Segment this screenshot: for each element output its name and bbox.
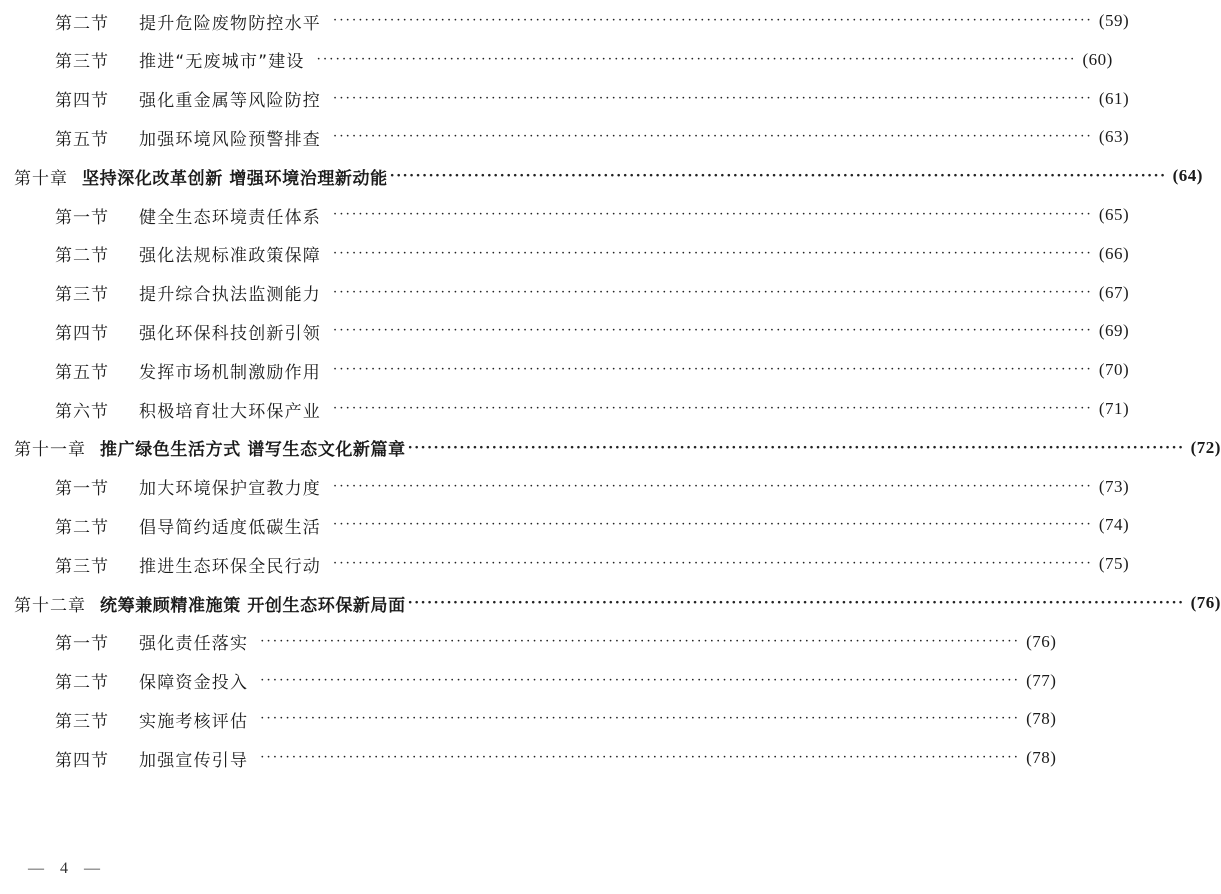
toc-entry-title: 强化责任落实 (139, 634, 249, 655)
toc-entry-number: 第二节 (55, 246, 109, 267)
toc-section-entry[interactable] (55, 316, 1130, 346)
toc-entry-page: (78) (1026, 748, 1057, 768)
toc-dot-leader: ························································································································ (333, 245, 1093, 261)
toc-dot-leader: ························································································································ (333, 517, 1093, 533)
toc-entry-page: (74) (1098, 515, 1130, 535)
page-number-footer: — 4 — (28, 860, 106, 877)
toc-entry-number: 第二节 (55, 13, 109, 34)
toc-chapter-entry[interactable] (14, 588, 1221, 618)
toc-dot-leader: ························································································································ (333, 362, 1093, 378)
toc-entry-page: (72) (1190, 437, 1221, 457)
toc-entry-page: (60) (1082, 49, 1113, 69)
toc-dot-leader: ························································································································ (333, 401, 1093, 416)
toc-entry-page: (64) (1172, 166, 1203, 186)
toc-entry-title: 推广绿色生活方式 谱写生态文化新篇章 (100, 440, 406, 461)
toc-dot-leader: ························································································································ (333, 478, 1093, 494)
toc-entry-page: (78) (1026, 709, 1057, 729)
toc-entry-title: 统筹兼顾精准施策 开创生态环保新局面 (100, 595, 406, 616)
toc-entry-page: (63) (1098, 127, 1130, 147)
toc-entry-number: 第一节 (55, 207, 109, 228)
toc-chapter-entry[interactable] (14, 433, 1221, 463)
toc-section-entry[interactable] (55, 704, 1057, 734)
toc-entry-page: (65) (1098, 205, 1130, 224)
toc-section-entry[interactable] (55, 6, 1130, 36)
toc-entry-title: 实施考核评估 (139, 711, 249, 732)
toc-entry-title: 加强宣传引导 (139, 750, 249, 771)
toc-entry-page: (76) (1190, 593, 1221, 612)
toc-dot-leader: ························································································································ (407, 595, 1185, 611)
toc-entry-number: 第四节 (55, 91, 109, 112)
toc-entry-page: (73) (1098, 476, 1130, 496)
toc-entry-number: 第二节 (55, 673, 109, 694)
toc-entry-title: 强化重金属等风险防控 (139, 91, 321, 112)
toc-section-entry[interactable] (55, 278, 1130, 308)
toc-entry-page: (71) (1098, 399, 1130, 418)
toc-entry-title: 加大环境保护宣教力度 (139, 479, 321, 500)
toc-entry-page: (70) (1098, 360, 1130, 380)
toc-entry-number: 第十章 (14, 168, 68, 189)
toc-entry-title: 健全生态环境责任体系 (139, 207, 321, 228)
toc-section-entry[interactable] (55, 355, 1130, 385)
toc-entry-page: (61) (1098, 88, 1130, 108)
toc-entry-number: 第三节 (55, 711, 109, 732)
toc-entry-number: 第五节 (55, 362, 109, 383)
toc-entry-number: 第三节 (55, 556, 109, 577)
toc-entry-page: (66) (1098, 243, 1130, 263)
toc-entry-title: 积极培育壮大环保产业 (139, 401, 321, 422)
toc-dot-leader: ························································································································ (260, 711, 1021, 727)
toc-entry-page: (69) (1098, 321, 1130, 341)
toc-entry-title: 强化环保科技创新引领 (139, 323, 321, 344)
toc-section-entry[interactable] (55, 743, 1057, 773)
toc-section-entry[interactable] (55, 122, 1130, 152)
toc-chapter-entry[interactable] (14, 161, 1203, 191)
toc-dot-leader: ························································································································ (260, 633, 1021, 649)
toc-entry-number: 第二节 (55, 517, 109, 538)
toc-dot-leader: ························································································································ (333, 284, 1093, 300)
toc-section-entry[interactable] (55, 84, 1130, 114)
toc-entry-page: (77) (1026, 670, 1057, 690)
toc-dot-leader: ························································································································ (333, 90, 1093, 106)
toc-dot-leader: ························································································································ (333, 207, 1093, 222)
toc-entry-number: 第五节 (55, 129, 109, 150)
toc-entry-number: 第四节 (55, 750, 109, 771)
toc-entry-page: (67) (1098, 282, 1130, 302)
toc-dot-leader: ························································································································ (260, 750, 1021, 766)
toc-section-entry[interactable] (55, 627, 1057, 657)
toc-section-entry[interactable] (55, 549, 1130, 579)
toc-dot-leader: ························································································································ (260, 672, 1021, 688)
toc-entry-number: 第十二章 (14, 595, 86, 616)
toc-entry-title: 推进“无废城市”建设 (139, 52, 305, 73)
toc-dot-leader: ························································································································ (333, 129, 1093, 145)
toc-section-entry[interactable] (55, 666, 1057, 696)
toc-section-entry[interactable] (55, 200, 1130, 230)
toc-section-entry[interactable] (55, 472, 1130, 502)
toc-entry-page: (75) (1098, 554, 1130, 574)
toc-dot-leader: ························································································································ (333, 13, 1093, 28)
toc-entry-title: 提升危险废物防控水平 (139, 13, 321, 34)
toc-entry-title: 推进生态环保全民行动 (139, 556, 321, 577)
toc-entry-number: 第一节 (55, 634, 109, 655)
toc-entry-page: (59) (1098, 11, 1130, 30)
toc-section-entry[interactable] (55, 510, 1130, 540)
toc-entry-number: 第一节 (55, 479, 109, 500)
toc-entry-title: 保障资金投入 (139, 673, 249, 694)
toc-entry-number: 第三节 (55, 52, 109, 73)
toc-entry-title: 倡导简约适度低碳生活 (139, 517, 321, 538)
toc-dot-leader: ························································································································ (333, 323, 1093, 339)
toc-entry-title: 坚持深化改革创新 增强环境治理新动能 (82, 168, 388, 189)
toc-dot-leader: ························································································································ (333, 556, 1093, 572)
toc-entry-number: 第六节 (55, 401, 109, 422)
toc-dot-leader: ························································································································ (389, 168, 1167, 185)
toc-dot-leader: ························································································································ (316, 51, 1077, 67)
toc-entry-number: 第十一章 (14, 440, 86, 461)
toc-dot-leader: ························································································································ (407, 439, 1185, 456)
toc-entry-number: 第四节 (55, 323, 109, 344)
toc-entry-title: 发挥市场机制激励作用 (139, 362, 321, 383)
toc-entry-number: 第三节 (55, 285, 109, 306)
toc-section-entry[interactable] (55, 45, 1113, 75)
toc-entry-title: 强化法规标准政策保障 (139, 246, 321, 267)
toc-entry-title: 加强环境风险预警排查 (139, 129, 321, 150)
toc-section-entry[interactable] (55, 239, 1130, 269)
toc-entry-title: 提升综合执法监测能力 (139, 285, 321, 306)
toc-section-entry[interactable] (55, 394, 1130, 424)
toc-entry-page: (76) (1026, 631, 1057, 651)
